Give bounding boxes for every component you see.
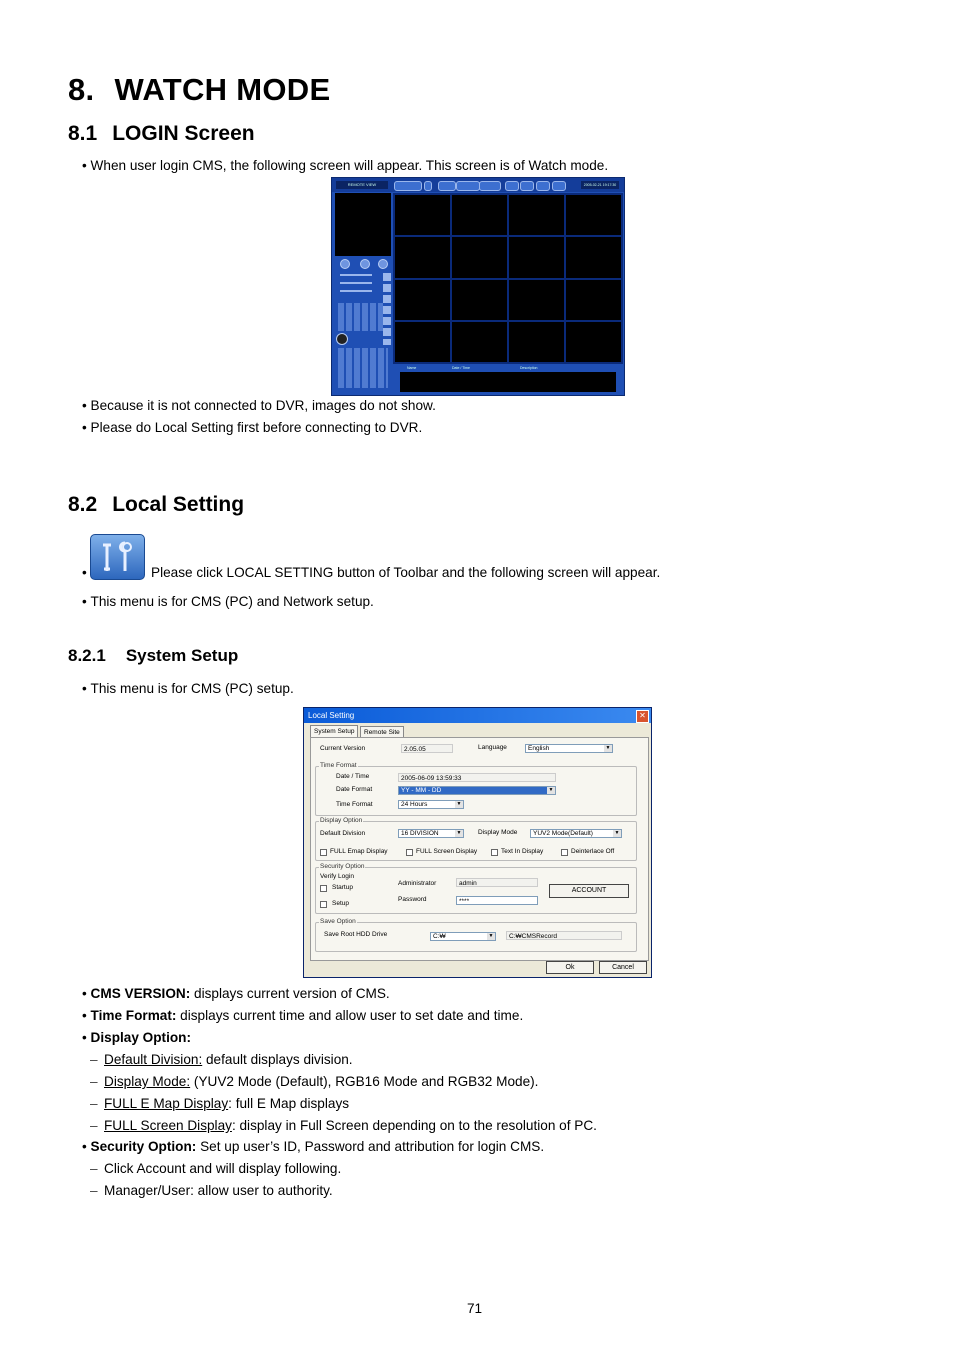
date-format-select	[398, 786, 556, 795]
language-label: Language	[478, 744, 507, 751]
password-field: ****	[456, 896, 538, 905]
date-time-label: Date / Time	[336, 773, 370, 780]
bullet-local-setting-first: • Please do Local Setting first before connecting to DVR.	[82, 420, 423, 435]
desc-full-screen: – FULL Screen Display: display in Full Screen depending on to the resolution of PC.	[90, 1118, 597, 1133]
save-root-label: Save Root HDD Drive	[324, 931, 388, 938]
section-8-2-1-heading	[68, 646, 238, 666]
desc-click-account: – Click Account and will display following.	[90, 1161, 342, 1176]
desc-cms-version: • CMS VERSION: displays current version of CMS.	[82, 986, 390, 1001]
desc-text: Set up user’s ID, Password and attribution for login CMS.	[196, 1139, 545, 1154]
cancel-button: Cancel	[599, 961, 647, 974]
desc-label: Time Format:	[90, 1008, 177, 1023]
toolbar-button	[438, 181, 456, 191]
security-option-group	[315, 863, 637, 914]
section-8-2-heading	[68, 493, 244, 517]
ptz-button	[336, 333, 348, 345]
control-button	[360, 259, 370, 269]
deinterlace-off-checkbox	[561, 849, 568, 856]
display-mode-label: Display Mode	[478, 829, 518, 836]
desc-text: default displays division.	[202, 1052, 353, 1067]
text-in-display-checkbox	[491, 849, 498, 856]
drive-select	[430, 932, 496, 941]
desc-display-option: • Display Option:	[82, 1030, 191, 1045]
current-version-value: 2.05.05	[401, 744, 453, 753]
security-option-group-label: Security Option	[320, 863, 365, 870]
setup-label: Setup	[332, 900, 349, 907]
desc-label: FULL Screen Display	[104, 1118, 232, 1133]
full-emap-checkbox	[320, 849, 327, 856]
cms-logo: REMOTE VIEW	[336, 181, 388, 189]
time-format-label: Time Format	[336, 801, 373, 808]
desc-label: FULL E Map Display	[104, 1096, 229, 1111]
camera-grid	[393, 193, 623, 364]
bullet-text: Please do Local Setting first before connecting to DVR.	[90, 420, 423, 435]
section-8-1-heading	[68, 122, 255, 146]
chapter-title: WATCH MODE	[114, 72, 331, 107]
desc-label: Display Option:	[90, 1030, 191, 1045]
control-button	[340, 259, 350, 269]
section-title: System Setup	[125, 646, 239, 665]
toolbar-button	[520, 181, 534, 191]
log-header-name: Name	[407, 366, 417, 370]
save-option-group-label: Save Option	[320, 918, 356, 925]
full-screen-checkbox	[406, 849, 413, 856]
log-header-description: Description	[520, 366, 538, 370]
desc-manager-user: – Manager/User: allow user to authority.	[90, 1183, 333, 1198]
desc-text: : display in Full Screen depending on to the resolution of PC.	[231, 1118, 597, 1133]
administrator-label: Administrator	[398, 880, 437, 887]
tab-system-setup: System Setup	[310, 725, 358, 738]
chevron-down-icon: ▼	[456, 830, 462, 836]
login-screen-screenshot	[331, 177, 625, 396]
toolbar-button	[536, 181, 550, 191]
full-emap-label: FULL Emap Display	[330, 848, 388, 855]
bullet-text: This menu is for CMS (PC) setup.	[90, 681, 294, 696]
setup-checkbox	[320, 901, 327, 908]
chevron-down-icon: ▼	[456, 801, 462, 807]
local-setting-instruction: Please click LOCAL SETTING button of Toolbar and the following screen will appear.	[151, 565, 661, 580]
ptz-keypad	[338, 348, 388, 388]
save-option-group	[315, 918, 637, 952]
time-format-value: 24 Hours	[401, 801, 428, 808]
camera-preview	[335, 193, 391, 256]
chevron-down-icon: ▼	[605, 745, 611, 751]
desc-text: Manager/User: allow user to authority.	[104, 1183, 333, 1198]
date-format-value: YY - MM - DD	[401, 787, 442, 794]
full-screen-label: FULL Screen Display	[416, 848, 478, 855]
language-select	[525, 744, 613, 753]
section-title: LOGIN Screen	[112, 122, 255, 145]
bullet-not-connected: • Because it is not connected to DVR, images do not show.	[82, 398, 436, 413]
slider	[340, 274, 372, 276]
bullet-cms-network: • This menu is for CMS (PC) and Network setup.	[82, 594, 374, 609]
desc-full-emap: – FULL E Map Display: full E Map displays	[90, 1096, 350, 1111]
account-button: ACCOUNT	[549, 884, 629, 898]
time-format-select	[398, 800, 464, 809]
time-format-group-label: Time Format	[320, 762, 357, 769]
section-number: 8.1	[68, 122, 98, 145]
date-time-value: 2005-06-09 13:59:33	[398, 773, 556, 782]
slider	[340, 290, 372, 292]
division-buttons	[383, 273, 391, 345]
toolbar-button	[505, 181, 519, 191]
administrator-value: admin	[456, 878, 538, 887]
desc-label: Display Mode:	[104, 1074, 191, 1089]
text-in-display-label: Text In Display	[501, 848, 544, 855]
chevron-down-icon: ▼	[488, 933, 494, 939]
desc-time-format: • Time Format: displays current time and allow user to set date and time.	[82, 1008, 524, 1023]
default-division-value: 16 DIVISION	[401, 830, 439, 837]
toolbar-search-icon	[424, 181, 432, 191]
language-value: English	[528, 745, 550, 752]
bullet-text: This menu is for CMS (PC) and Network setup.	[90, 594, 374, 609]
tab-remote-site: Remote Site	[360, 726, 404, 738]
section-number: 8.2	[68, 493, 98, 516]
control-button	[378, 259, 388, 269]
local-setting-icon	[90, 534, 145, 580]
drive-value: C:₩	[433, 933, 446, 940]
log-header-date: Date / Time	[452, 366, 470, 370]
bullet-text: When user login CMS, the following screen will appear. This screen is of Watch mode.	[90, 158, 609, 173]
save-path-value: C:₩CMSRecord	[506, 931, 622, 940]
desc-label: Security Option:	[90, 1139, 197, 1154]
chapter-heading	[68, 72, 330, 108]
verify-login-label: Verify Login	[320, 873, 354, 880]
close-icon: ✕	[636, 710, 649, 723]
ok-button: Ok	[546, 961, 594, 974]
chevron-down-icon: ▼	[614, 830, 620, 836]
bullet-system-setup-intro: • This menu is for CMS (PC) setup.	[82, 681, 294, 696]
tools-icon	[91, 535, 144, 579]
chapter-number: 8.	[68, 72, 95, 107]
time-format-group	[315, 762, 637, 816]
toolbar-watch-icon	[394, 181, 422, 191]
display-option-group	[315, 817, 637, 861]
system-setup-panel	[310, 737, 649, 961]
event-log	[400, 372, 616, 392]
page-number: 71	[467, 1301, 483, 1316]
password-label: Password	[398, 896, 427, 903]
bullet-login-intro: • When user login CMS, the following screen will appear. This screen is of Watch mode.	[82, 158, 609, 173]
desc-display-mode: – Display Mode: (YUV2 Mode (Default), RGB16 Mode and RGB32 Mode).	[90, 1074, 539, 1089]
channel-buttons	[338, 303, 388, 331]
desc-text: Click Account and will display following.	[104, 1161, 342, 1176]
desc-text: displays current time and allow user to set date and time.	[176, 1008, 524, 1023]
bullet-text: Because it is not connected to DVR, images do not show.	[90, 398, 436, 413]
desc-label: CMS VERSION:	[90, 986, 191, 1001]
date-format-label: Date Format	[336, 786, 373, 793]
deinterlace-off-label: Deinterlace Off	[571, 848, 615, 855]
section-title: Local Setting	[112, 493, 245, 516]
startup-label: Startup	[332, 884, 353, 891]
default-division-select	[398, 829, 464, 838]
desc-label: Default Division:	[104, 1052, 203, 1067]
chevron-down-icon: ▼	[548, 787, 554, 793]
display-mode-select	[530, 829, 622, 838]
display-option-group-label: Display Option	[320, 817, 363, 824]
cms-clock: 2005-02-21 19:17:30	[581, 181, 619, 189]
dialog-title: Local Setting	[304, 708, 651, 723]
startup-checkbox	[320, 885, 327, 892]
toolbar-button	[456, 181, 480, 191]
bullet-marker: •	[82, 565, 87, 580]
desc-text: (YUV2 Mode (Default), RGB16 Mode and RGB32 Mode).	[190, 1074, 539, 1089]
desc-default-division: – Default Division: default displays division.	[90, 1052, 353, 1067]
slider	[340, 282, 372, 284]
default-division-label: Default Division	[320, 830, 366, 837]
current-version-label: Current Version	[320, 745, 366, 752]
toolbar-button	[552, 181, 566, 191]
desc-text: displays current version of CMS.	[190, 986, 390, 1001]
local-setting-dialog	[303, 707, 652, 978]
desc-text: : full E Map displays	[228, 1096, 350, 1111]
display-mode-value: YUV2 Mode(Default)	[533, 830, 593, 837]
toolbar-button	[479, 181, 501, 191]
desc-security-option: • Security Option: Set up user’s ID, Password and attribution for login CMS.	[82, 1139, 545, 1154]
section-number: 8.2.1	[68, 646, 106, 665]
